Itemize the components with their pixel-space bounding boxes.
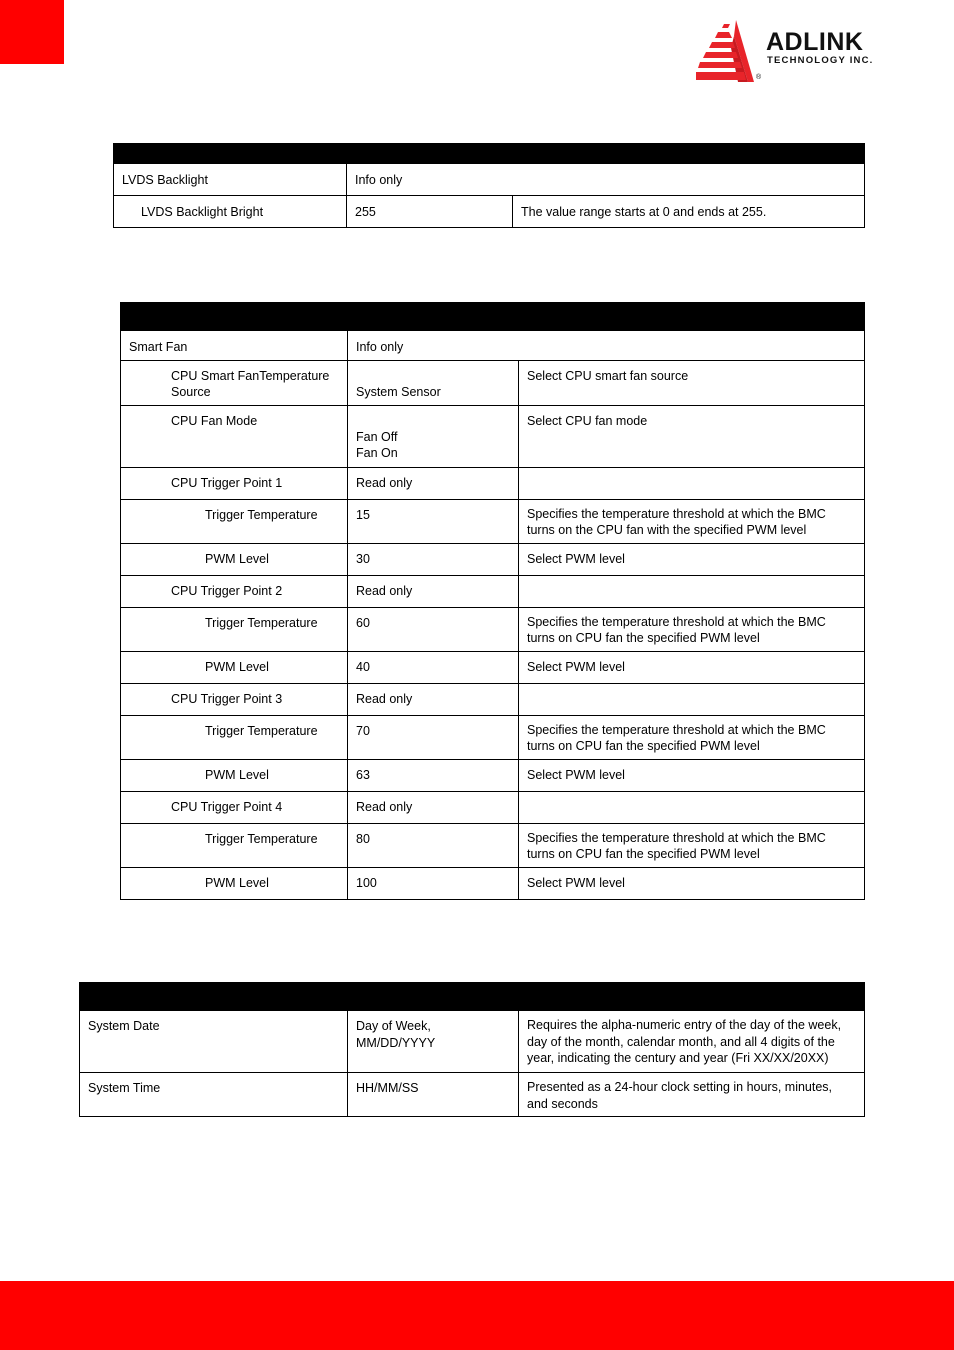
setting-name: CPU Trigger Point 4: [171, 799, 283, 814]
setting-value: Read only: [356, 475, 413, 490]
registered-mark: ®: [756, 74, 762, 81]
setting-value: Info only: [355, 173, 403, 187]
setting-description: Select PWM level: [527, 767, 625, 782]
setting-name: CPU Trigger Point 3: [171, 691, 283, 706]
setting-value: 15: [356, 507, 370, 522]
table-row: [121, 607, 865, 651]
setting-description: Specifies the temperature threshold at which the BMC turns on CPU fan the specified PWM level: [527, 830, 826, 861]
setting-description: Specifies the temperature threshold at which the BMC turns on CPU fan the specified PWM level: [527, 614, 826, 645]
setting-name: PWM Level: [205, 875, 269, 890]
table-row: [121, 575, 865, 607]
table-row: [121, 867, 865, 899]
setting-name: Trigger Temperature: [205, 507, 318, 522]
system-time-table: [79, 982, 865, 1117]
setting-name: PWM Level: [205, 767, 269, 782]
setting-description: Specifies the temperature threshold at which the BMC turns on the CPU fan with the specified PWM level: [527, 506, 826, 537]
setting-value: 255: [355, 205, 376, 219]
setting-value: 70: [356, 723, 370, 738]
table-row: [121, 467, 865, 499]
setting-description: Requires the alpha-numeric entry of the day of the week, day of the month, calendar month, and all 4 digits of the year, indicating the century and year (Fri XX/XX/20XX): [527, 1018, 842, 1065]
setting-value: Read only: [356, 583, 413, 598]
brand-name: ADLINK: [766, 28, 864, 56]
table-row: [80, 1011, 865, 1073]
setting-value: Read only: [356, 691, 413, 706]
setting-value: 80: [356, 831, 370, 846]
setting-value: Read only: [356, 799, 413, 814]
setting-description: Specifies the temperature threshold at which the BMC turns on CPU fan the specified PWM level: [527, 722, 826, 753]
setting-name: CPU Trigger Point 2: [171, 583, 283, 598]
setting-description: The value range starts at 0 and ends at 255.: [521, 205, 767, 219]
table-row: [80, 1073, 865, 1117]
table-row: [114, 164, 865, 196]
table-row: [121, 543, 865, 575]
setting-value: 60: [356, 615, 370, 630]
brand-tagline: TECHNOLOGY INC.: [767, 55, 874, 66]
adlink-logo: [696, 18, 908, 84]
setting-description: Select PWM level: [527, 875, 625, 890]
setting-value: 30: [356, 551, 370, 566]
option-value: Fan On: [356, 446, 398, 460]
setting-description: Presented as a 24-hour clock setting in hours, minutes, and seconds: [527, 1080, 833, 1111]
table-header-bar: [80, 983, 865, 1011]
smart-fan-table: [120, 302, 865, 900]
table-row: [121, 331, 865, 361]
setting-description: Select CPU fan mode: [527, 413, 648, 428]
corner-tab: [0, 0, 64, 64]
table-header-bar: [121, 303, 865, 331]
setting-name: System Time: [88, 1081, 161, 1095]
setting-name: Smart Fan: [129, 340, 188, 354]
table-row: [114, 196, 865, 228]
setting-description: Select PWM level: [527, 551, 625, 566]
setting-name: PWM Level: [205, 551, 269, 566]
setting-name: System Date: [88, 1019, 160, 1033]
footer-band: [0, 1281, 954, 1350]
adlink-triangle-icon: [696, 18, 756, 84]
option-value: Fan Off: [356, 429, 398, 444]
setting-name: Trigger Temperature: [205, 615, 318, 630]
setting-name: PWM Level: [205, 659, 269, 674]
lvds-table: [113, 143, 865, 228]
setting-name: Trigger Temperature: [205, 831, 318, 846]
table-row: [121, 759, 865, 791]
setting-name: LVDS Backlight: [122, 173, 208, 187]
setting-value: Info only: [356, 340, 404, 354]
table-row: [121, 791, 865, 823]
setting-name: CPU Trigger Point 1: [171, 475, 283, 490]
table-row: [121, 715, 865, 759]
setting-value: Day of Week, MM/DD/YYYY: [356, 1019, 436, 1050]
setting-description: Select CPU smart fan source: [527, 368, 689, 383]
table-row: [121, 499, 865, 543]
setting-description: Select PWM level: [527, 659, 625, 674]
setting-name: Trigger Temperature: [205, 723, 318, 738]
setting-name: LVDS Backlight Bright: [141, 205, 264, 219]
table-row: [121, 405, 865, 467]
setting-value: 100: [356, 875, 377, 890]
setting-name: CPU Fan Mode: [171, 413, 258, 428]
setting-value: 40: [356, 659, 370, 674]
table-header-bar: [114, 144, 865, 164]
table-row: [121, 823, 865, 867]
table-row: [121, 651, 865, 683]
table-row: [121, 360, 865, 405]
setting-value: 63: [356, 767, 370, 782]
setting-value: System Sensor: [356, 385, 441, 399]
setting-name: CPU Smart FanTemperature Source: [171, 368, 330, 399]
table-row: [121, 683, 865, 715]
setting-value: HH/MM/SS: [356, 1081, 419, 1095]
